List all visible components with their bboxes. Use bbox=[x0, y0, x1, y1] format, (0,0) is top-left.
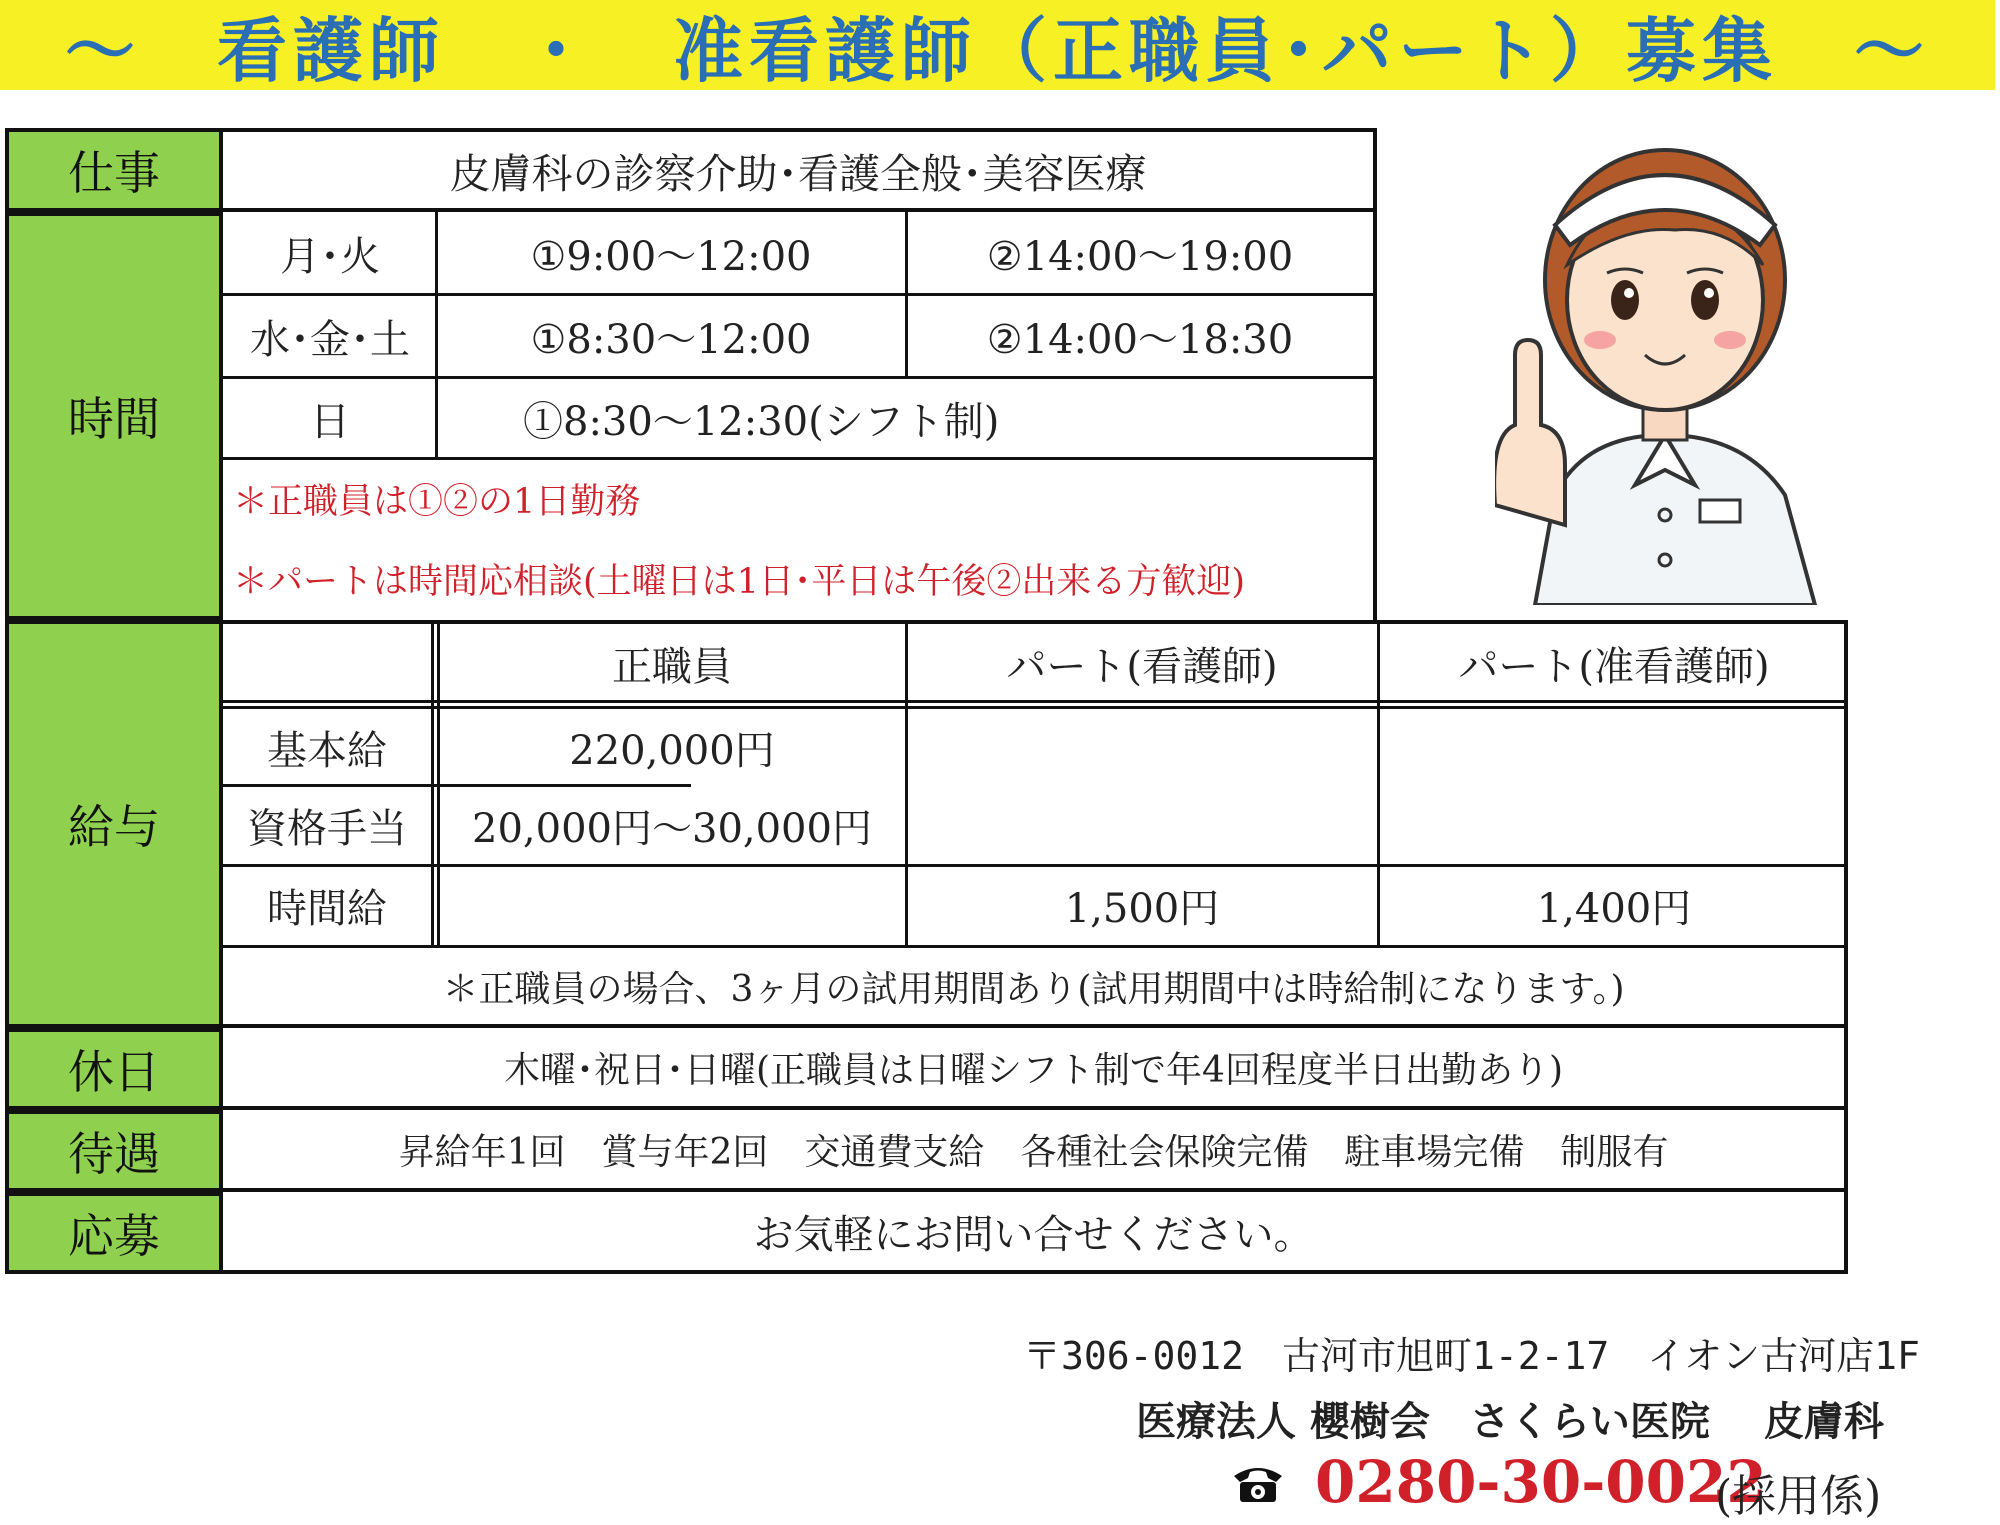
job-description: 皮膚科の診察介助･看護全般･美容医療 bbox=[449, 149, 1147, 198]
schedule-days: 水･金･土 bbox=[250, 316, 410, 363]
recruitment-banner bbox=[0, 0, 1995, 90]
holidays-cell bbox=[219, 1024, 1848, 1110]
apply-text: お気軽にお問い合せください。 bbox=[753, 1211, 1314, 1258]
salary-header: パート(看護師) bbox=[1006, 643, 1278, 690]
apply-cell bbox=[219, 1188, 1848, 1274]
hours-table bbox=[219, 208, 1377, 624]
schedule-slot: ①9:00～12:00 bbox=[530, 233, 812, 280]
holidays-text: 木曜･祝日･日曜(正職員は日曜シフト制で年4回程度半日出勤あり) bbox=[504, 1049, 1563, 1091]
label-job: 仕事 bbox=[5, 128, 223, 212]
salary-value: 1,500円 bbox=[1064, 886, 1220, 932]
telephone-icon bbox=[1230, 1460, 1286, 1506]
clinic-name: 医療法人 櫻樹会 さくらい医院 皮膚科 bbox=[1136, 1399, 1884, 1445]
benefits-cell bbox=[219, 1106, 1848, 1192]
salary-note: ＊正職員の場合、3ヶ月の試用期間あり(試用期間中は時給制になります。) bbox=[442, 968, 1625, 1010]
nurse-illustration bbox=[1495, 105, 1835, 605]
salary-item-name: 資格手当 bbox=[247, 805, 407, 852]
phone-number[interactable]: 0280-30-0022 bbox=[1315, 1448, 1767, 1516]
label-benefits: 待遇 bbox=[5, 1110, 223, 1192]
label-hours: 時間 bbox=[5, 212, 223, 620]
hours-note-fulltime: ＊正職員は①②の1日勤務 bbox=[233, 482, 641, 522]
salary-table bbox=[219, 620, 1848, 1028]
salary-value: 220,000円 bbox=[569, 727, 775, 774]
salary-item-name: 基本給 bbox=[267, 727, 387, 774]
label-apply: 応募 bbox=[5, 1192, 223, 1274]
label-salary: 給与 bbox=[5, 620, 223, 1028]
schedule-days: 日 bbox=[310, 398, 350, 445]
schedule-slot: ①8:30～12:00 bbox=[530, 316, 812, 363]
hours-note-part: ＊パートは時間応相談(土曜日は1日･平日は午後②出来る方歓迎) bbox=[233, 562, 1246, 602]
benefits-text: 昇給年1回 賞与年2回 交通費支給 各種社会保険完備 駐車場完備 制服有 bbox=[398, 1131, 1669, 1173]
label-holidays: 休日 bbox=[5, 1028, 223, 1110]
schedule-days: 月･火 bbox=[280, 233, 380, 280]
salary-header: パート(准看護師) bbox=[1458, 643, 1770, 690]
salary-value: 1,400円 bbox=[1536, 886, 1692, 932]
schedule-slot: ②14:00～18:30 bbox=[986, 316, 1294, 363]
salary-value: 20,000円～30,000円 bbox=[472, 805, 872, 852]
schedule-slot: ②14:00～19:00 bbox=[986, 233, 1294, 280]
schedule-slot: ①8:30～12:30(シフト制) bbox=[523, 398, 1000, 445]
salary-item-name: 時間給 bbox=[267, 886, 387, 932]
clinic-address: 〒306-0012 古河市旭町1-2-17 イオン古河店1F bbox=[1023, 1334, 1920, 1378]
banner-title: ～ 看護師 ・ 准看護師（正職員･パート）募集 ～ bbox=[65, 9, 1930, 92]
salary-header: 正職員 bbox=[612, 643, 732, 690]
phone-note: (採用係) bbox=[1715, 1471, 1882, 1522]
job-cell bbox=[219, 128, 1377, 212]
